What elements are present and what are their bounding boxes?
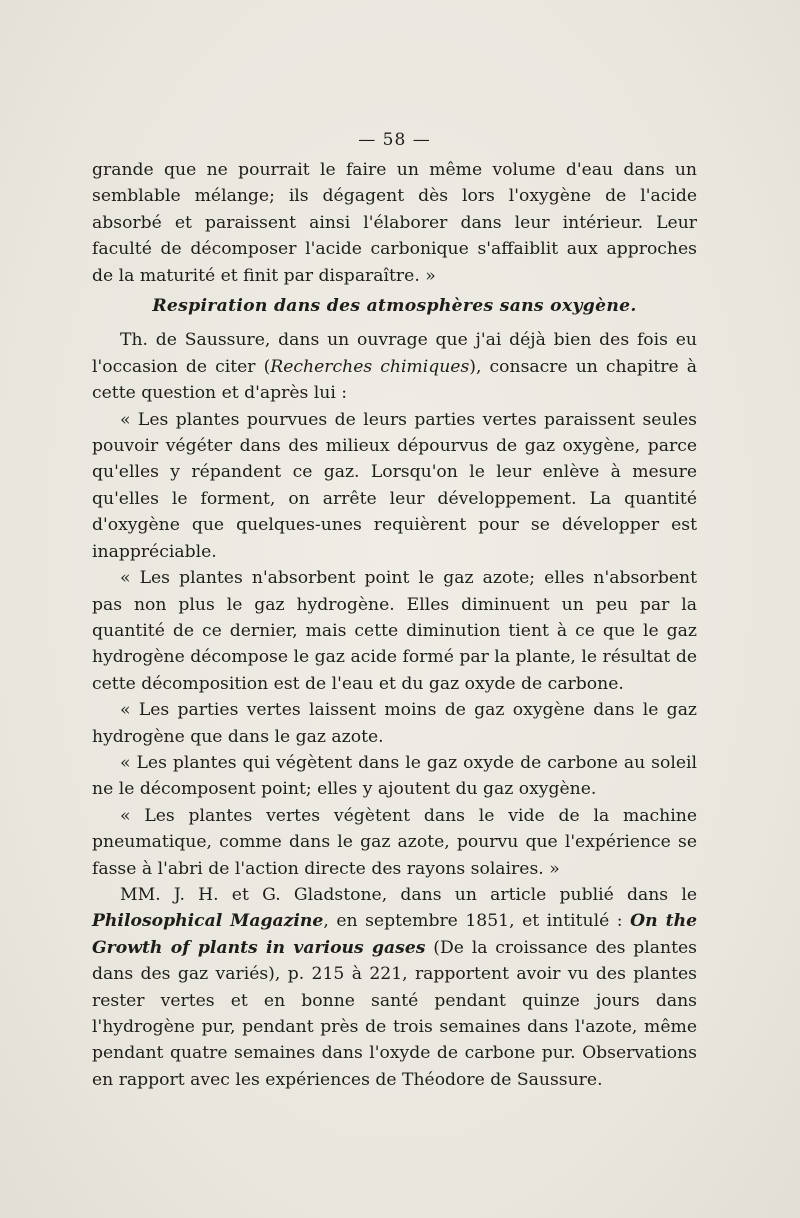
quote-paragraph-5: « Les plantes vertes végètent dans le vide de la machine pneumatique, comme dans le gaz azote, pourvu que l'expérience se fasse à l'abri de l'action directe des rayons solaires. »: [92, 805, 697, 879]
journal-title: Philosophical Magazine: [92, 911, 324, 932]
quote-paragraph-3: « Les parties vertes laissent moins de gaz oxygène dans le gaz hydrogène que dans le gaz azote.: [92, 700, 697, 747]
quote-paragraph-4: « Les plantes qui végètent dans le gaz oxyde de carbone au soleil ne le décomposent point; elles y ajoutent du gaz oxygène.: [92, 752, 697, 800]
article-title: On the Growth of plants in various gases: [92, 911, 698, 958]
quote-paragraph-1: « Les plantes pourvues de leurs parties vertes paraissent seules pouvoir végéter dans des milieux dépourvus de gaz oxygène, parce qu'elles y répandent ce gaz. Lorsqu'on le leur enlève à mesure qu'elles le forment, on arrête leur développement. La quantité d'oxygène que quelques-unes requièrent pour se développer est inappréciable.: [92, 409, 697, 562]
book-title-recherches: Recherches chimiques: [270, 356, 470, 377]
text-run: , en septembre 1851, et intitulé :: [323, 911, 631, 932]
text-run: Th. de Saussure, dans un ouvrage que j'ai déjà bien des fois eu l'occasion de citer (: [92, 330, 697, 377]
paragraph-gladstone: [92, 882, 697, 1093]
page-number: — 58 —: [358, 130, 431, 150]
text-run: (De la croissance des plantes dans des gaz variés), p. 215 à 221, rapportent avoir vu des plantes rester vertes et en bonne santé pendant quinze jours dans l'hydrogène pur, pendant près de trois semaines dans l'azote, même pendant quatre semaines dans l'oxyde de carbone pur. Observations en rapport avec les expériences de Théodore de Saussure.: [92, 937, 697, 1090]
page-text: [92, 127, 697, 1093]
text-run: MM. J. H. et G. Gladstone, dans un article publié dans le: [120, 884, 697, 905]
paragraph-continuation: grande que ne pourrait le faire un même volume d'eau dans un semblable mélange; ils dégagent dès lors l'oxygène de l'acide absorbé et paraissent ainsi l'élaborer dans leur intérieur. Leur faculté de décomposer l'acide carbonique s'affaiblit aux approches de la maturité et finit par disparaître. »: [92, 160, 697, 286]
paragraph-saussure-intro: [92, 327, 697, 406]
quote-paragraph-2: « Les plantes n'absorbent point le gaz azote; elles n'absorbent pas non plus le gaz hydrogène. Elles diminuent un peu par la quantité de ce dernier, mais cette diminution tient à ce que le gaz hydrogène décompose le gaz acide formé par la plante, le résultat de cette décomposition est de l'eau et du gaz oxyde de carbone.: [92, 568, 697, 694]
section-heading: Respiration dans des atmosphères sans oxygène.: [152, 296, 637, 317]
text-run: ), consacre un chapitre à cette question et d'après lui :: [92, 356, 697, 404]
